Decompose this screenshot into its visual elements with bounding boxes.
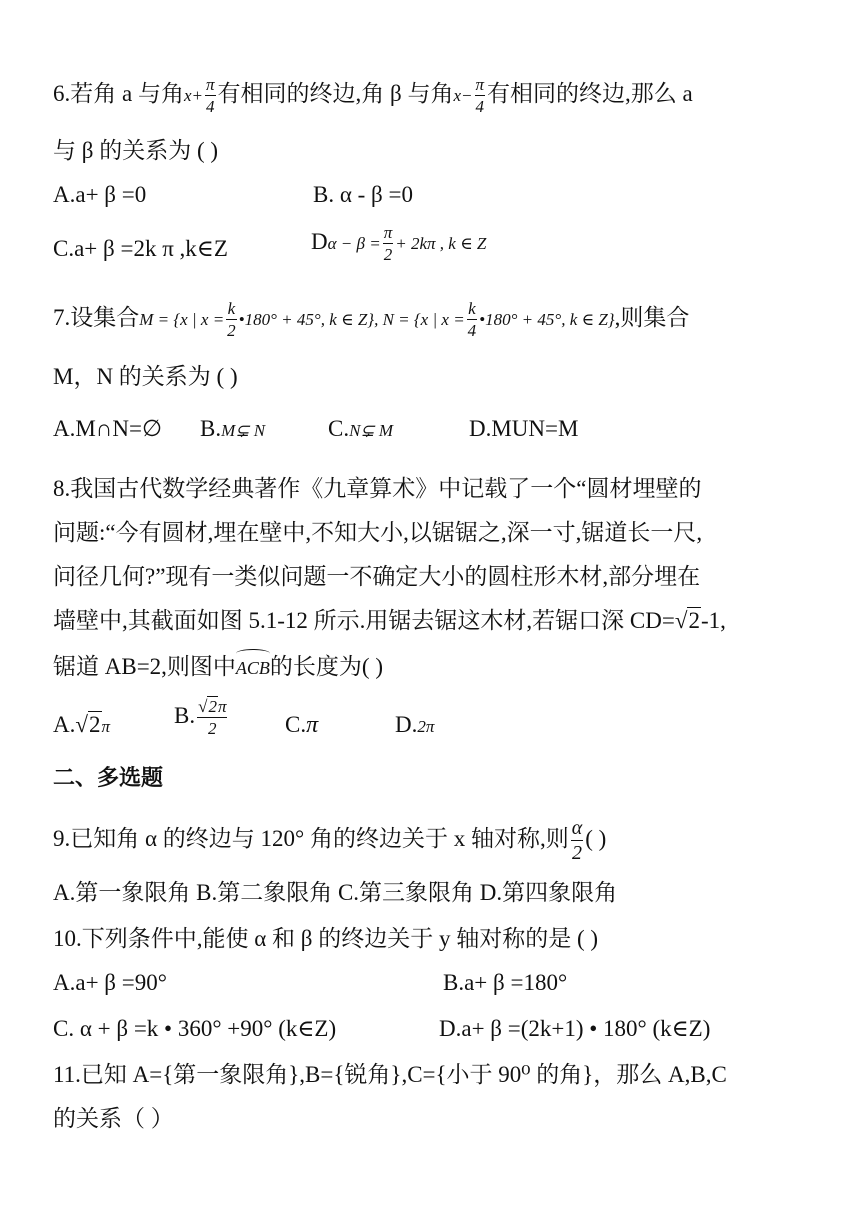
fraction-pi-over-4: $\frac{\pi}{4}$ (206, 75, 215, 116)
q10-option-a: A.a+ β =90° (53, 970, 167, 995)
q8-line-3: 问径几何?”现有一类似问题一不确定大小的圆柱形木材,部分埋在 (53, 564, 701, 589)
q6-text: 6.若角 a 与角 (53, 80, 184, 106)
q7-options (53, 414, 820, 444)
q6-options-cd (53, 223, 820, 264)
q7-line-2: M，N 的关系为 ( ) (53, 364, 238, 389)
q10-option-c: C. α + β =k • 360° +90° (k∈Z) (53, 1016, 337, 1041)
q7-line-1: 7.设集合M = {x | x = $\frac{k}{2}$ •180° + 45°, k ∈ Z}, N = {x | x = $\frac{k}{4}$ •180° + 45°, k ∈ Z},则集合 (53, 299, 690, 340)
set-n: •180° + 45°, k ∈ Z} (479, 309, 615, 329)
q11-line-1: 11.已知 A={第一象限角},B={锐角},C={小于 90⁰ 的角}，那么 A,B,C (53, 1062, 727, 1087)
q8-option-d: D.2π (395, 712, 435, 737)
q7-option-d: D.MUN=M (469, 416, 579, 441)
q8-option-b: B. $\frac{√2\pi}{2}$ (174, 697, 227, 738)
q6-option-d: Dα − β = $\frac{\pi}{2}$ + 2kπ , k ∈ Z (311, 223, 487, 264)
q10-options-cd (53, 1014, 820, 1044)
q7-option-b: B.M⊊ N (200, 416, 266, 441)
q9-options: A.第一象限角 B.第二象限角 C.第三象限角 D.第四象限角 (53, 880, 618, 905)
math-expr: x− (453, 85, 473, 105)
q9-line-1: 9.已知角 α 的终边与 120° 角的终边关于 x 轴对称,则 $\frac{\alpha}{2}$ ( ) (53, 817, 607, 864)
q6-options-ab (53, 180, 820, 210)
q7-option-c: C.N⊊ M (328, 416, 394, 441)
q11-line-2: 的关系（ ） (53, 1106, 174, 1131)
q7-option-a: A.M∩N=∅ (53, 416, 163, 441)
arc-acb: ACB (236, 653, 270, 683)
q8-line-5: 锯道 AB=2,则图中ACB的长度为( ) (53, 652, 820, 683)
q8-line-4: 墙壁中,其截面如图 5.1-12 所示.用锯去锯这木材,若锯口深 CD=√2-1, (53, 606, 820, 636)
set-m: M = {x | x = (139, 309, 225, 329)
q6-line-1 (53, 76, 820, 115)
q6-option-b: B. α - β =0 (313, 182, 413, 207)
q8-option-c: C.π (285, 712, 319, 738)
q6-option-a: A.a+ β =0 (53, 182, 147, 207)
fraction-pi-over-4: $\frac{\pi}{4}$ (475, 75, 485, 116)
q6-option-c: C.a+ β =2k π ,k∈Z (53, 236, 228, 261)
q8-options (53, 697, 820, 742)
q8-line-1: 8.我国古代数学经典著作《九章算术》中记载了一个“圆材埋壁的 (53, 476, 702, 501)
q8-option-a: A.√2π (53, 712, 111, 737)
sqrt-2: √2 (674, 608, 700, 633)
q10-line-1: 10.下列条件中,能使 α 和 β 的终边关于 y 轴对称的是 ( ) (53, 926, 599, 951)
math-expr: x+ (183, 85, 203, 105)
q10-option-b: B.a+ β =180° (443, 970, 568, 995)
section-heading: 二、多选题 (53, 766, 164, 791)
q6-text: 有相同的终边,那么 a (487, 80, 693, 106)
q10-options-ab (53, 968, 820, 998)
q6-line-2: 与 β 的关系为 ( ) (53, 138, 219, 163)
q8-line-2: 问题:“今有圆材,埋在壁中,不知大小,以锯锯之,深一寸,锯道长一尺, (53, 520, 703, 545)
q10-option-d: D.a+ β =(2k+1) • 180° (k∈Z) (439, 1016, 711, 1041)
q6-text: 有相同的终边,角 β 与角 (217, 80, 454, 106)
